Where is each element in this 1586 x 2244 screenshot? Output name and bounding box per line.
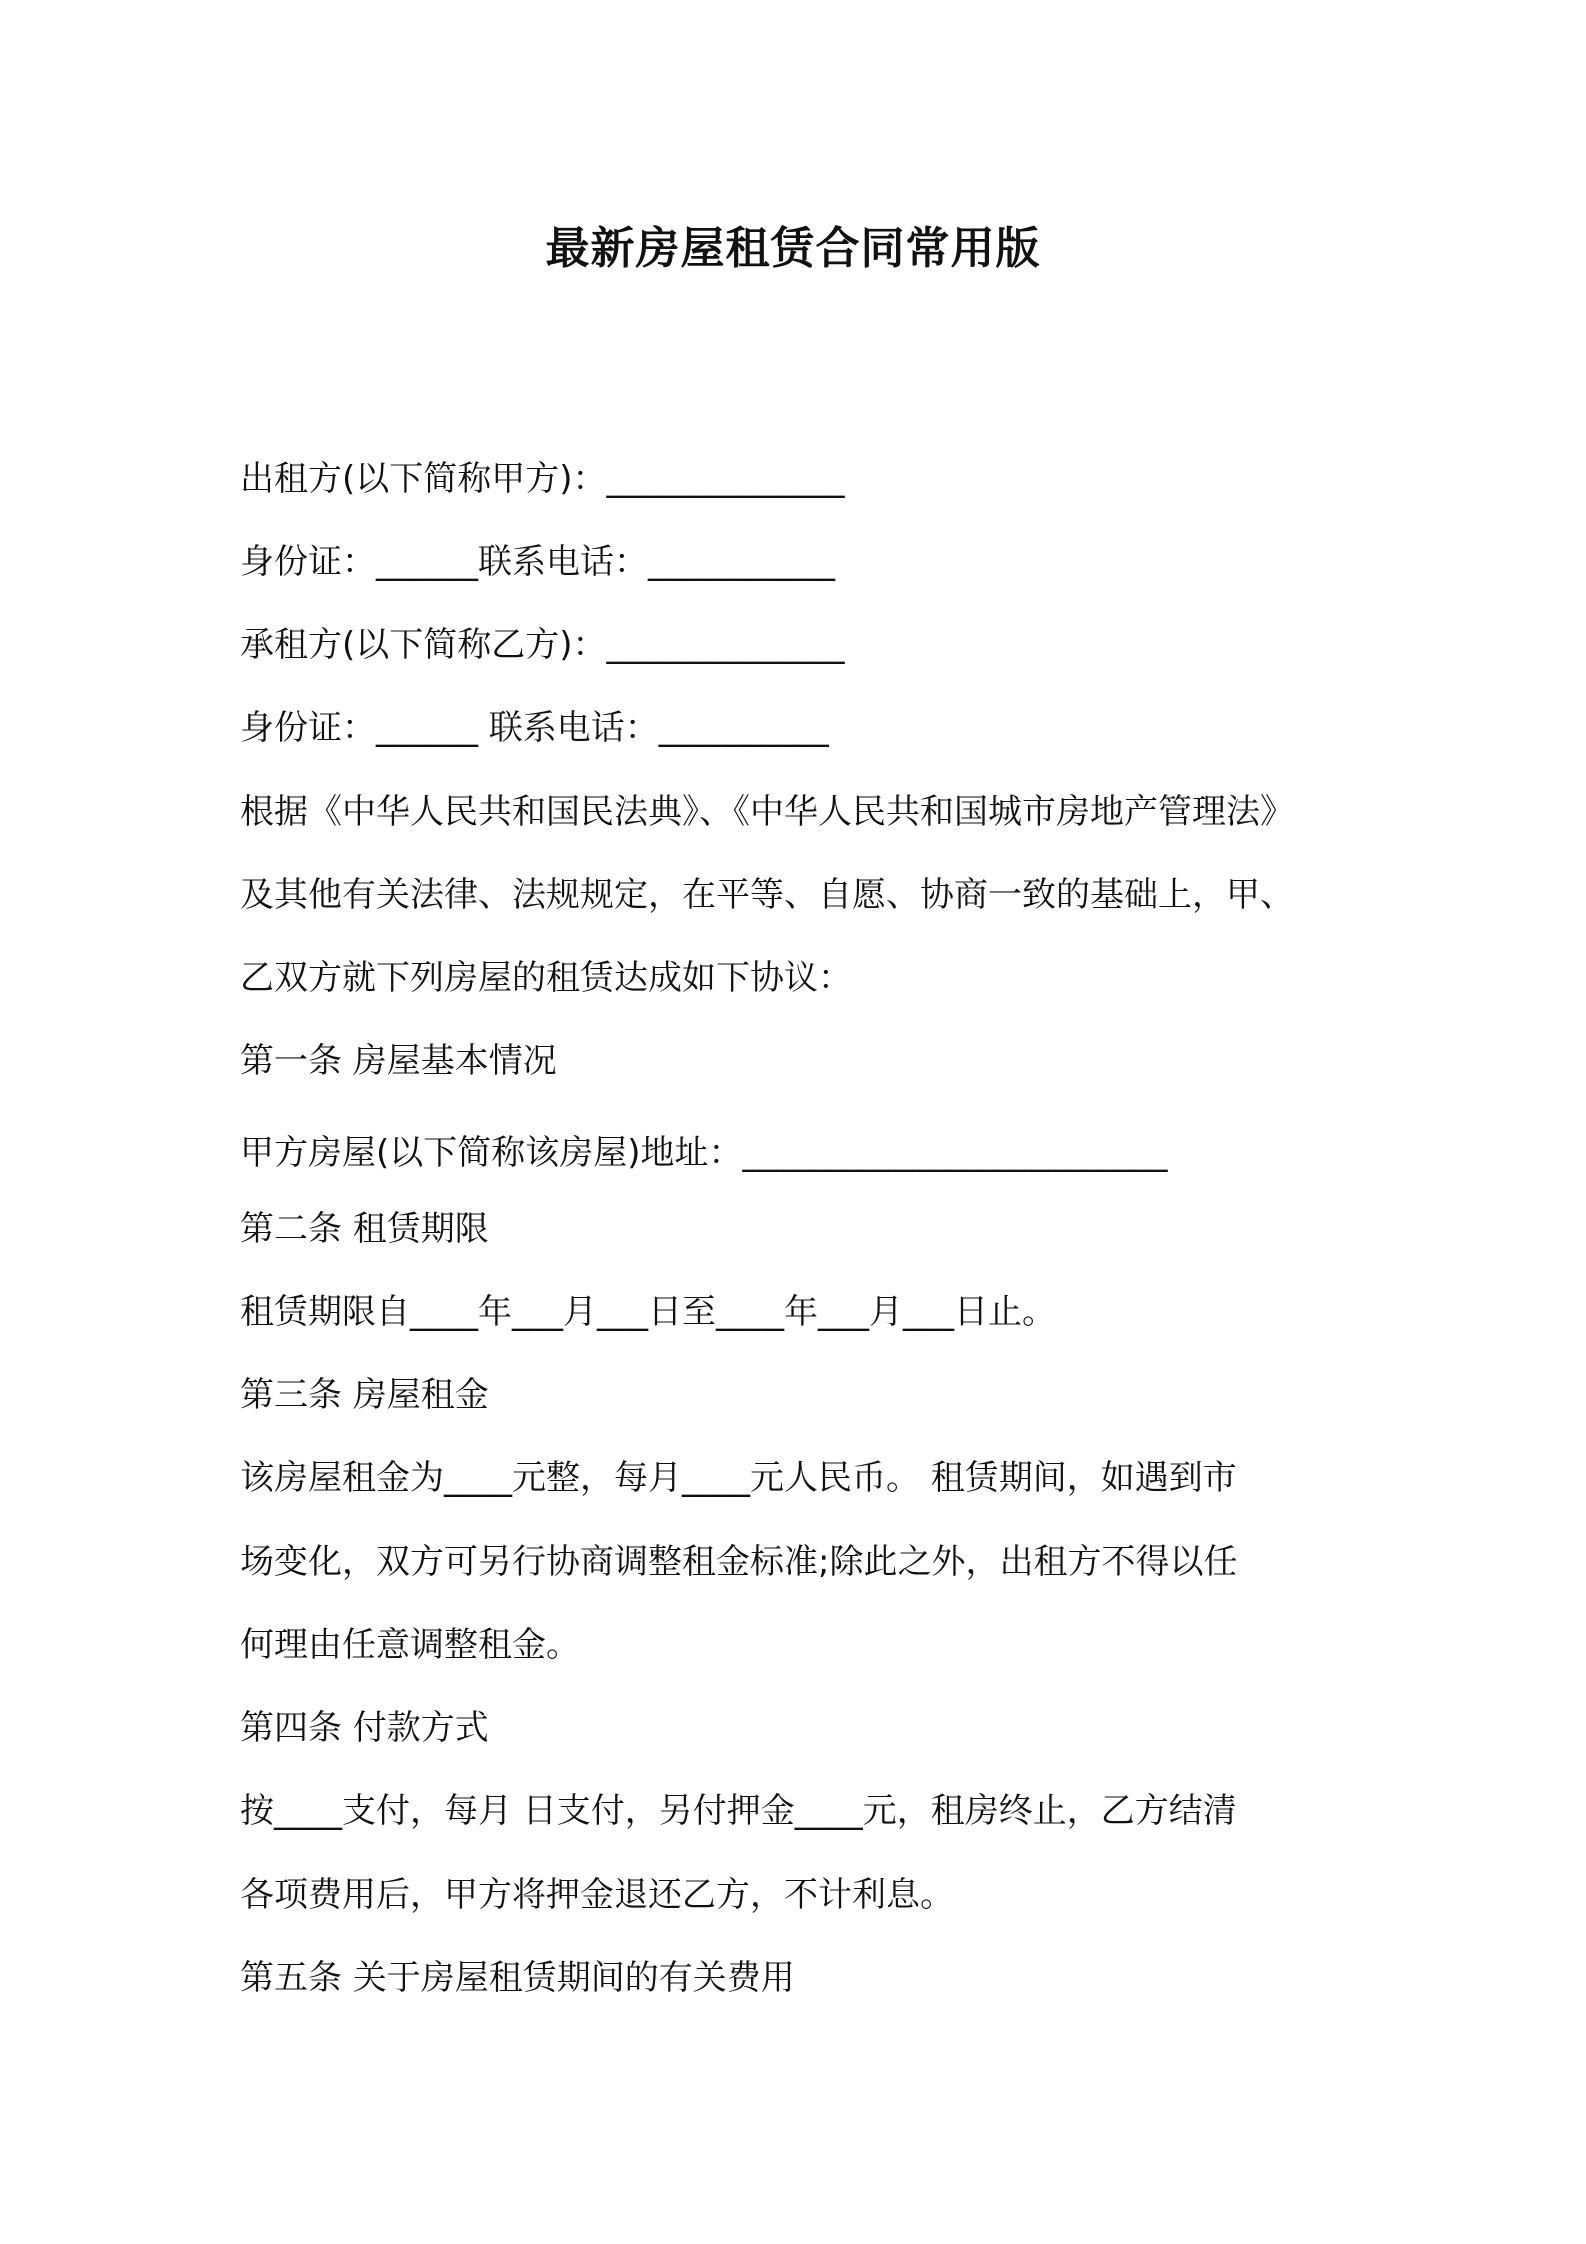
article-1-address: 甲方房屋(以下简称该房屋)地址：_________________________: [240, 1133, 1168, 1173]
lessor-id-phone-line: 身份证：______联系电话：___________: [240, 542, 835, 582]
article-5-heading: 第五条 关于房屋租赁期间的有关费用: [240, 1958, 795, 1998]
lessor-line: 出租方(以下简称甲方)：______________: [240, 459, 845, 499]
article-3-line-1: 该房屋租金为____元整，每月____元人民币。 租赁期间，如遇到市: [240, 1458, 1237, 1498]
preamble-line-1: 根据《中华人民共和国民法典》、《中华人民共和国城市房地产管理法》: [240, 792, 1294, 832]
article-2-heading: 第二条 租赁期限: [240, 1209, 489, 1249]
article-4-line-1: 按____支付，每月 日支付，另付押金____元，租房终止，乙方结清: [240, 1791, 1237, 1831]
article-3-line-2: 场变化，双方可另行协商调整租金标准;除此之外，出租方不得以任: [240, 1542, 1238, 1582]
article-4-heading: 第四条 付款方式: [240, 1708, 489, 1748]
document-title: 最新房屋租赁合同常用版: [545, 223, 1041, 274]
article-3-heading: 第三条 房屋租金: [240, 1375, 489, 1415]
preamble-line-3: 乙双方就下列房屋的租赁达成如下协议：: [240, 958, 852, 998]
lessee-line: 承租方(以下简称乙方)：______________: [240, 625, 845, 665]
article-3-line-3: 何理由任意调整租金。: [240, 1625, 580, 1665]
preamble-line-2: 及其他有关法律、法规规定，在平等、自愿、协商一致的基础上，甲、: [240, 875, 1294, 915]
lessee-id-phone-line: 身份证：______ 联系电话：__________: [240, 708, 829, 748]
article-2-term: 租赁期限自____年___月___日至____年___月___日止。: [240, 1292, 1056, 1332]
article-4-line-2: 各项费用后，甲方将押金退还乙方，不计利息。: [240, 1875, 954, 1915]
article-1-heading: 第一条 房屋基本情况: [240, 1041, 557, 1081]
